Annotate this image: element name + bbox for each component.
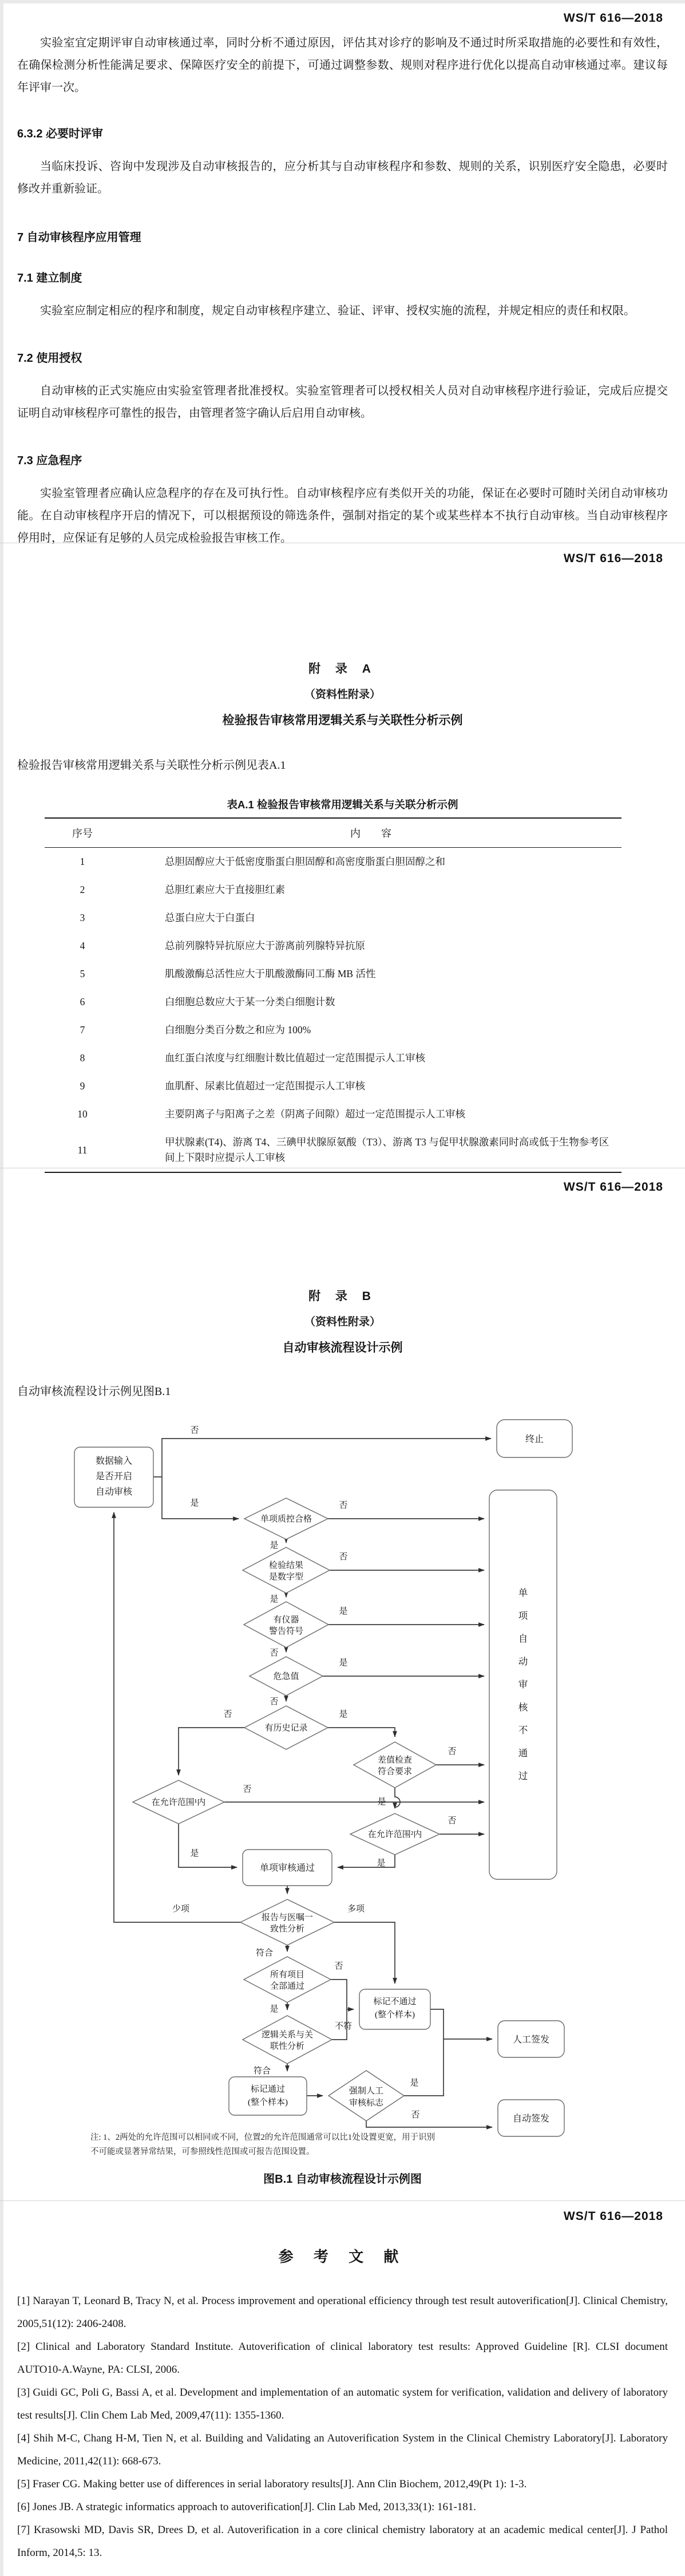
paragraph-7-3: 实验室管理者应确认应急程序的存在及可执行性。自动审核程序应有类似开关的功能，保证在必要时可随时关闭自动审核功能。在自动审核程序开启的情况下，可以根据预设的筛选条件，强制对指定的某个或某些样本不执行自动审核。当自动审核程序停用时，应保证有足够的人员完成检验报告审核工作。 xyxy=(17,487,668,544)
node-logic-diamond xyxy=(243,2016,332,2064)
row-content: 肌酸激酶总活性应大于肌酸激酶同工酶 MB 活性 xyxy=(165,968,376,979)
paragraph-7-1: 实验室应制定相应的程序和制度，规定自动审核程序建立、验证、评审、授权实施的流程，并规定相应的责任和权限。 xyxy=(40,305,635,317)
node-history-label: 有历史记录 xyxy=(264,1724,308,1733)
row-no: 3 xyxy=(80,912,85,923)
node-mark-fail-label: 标记不通过 xyxy=(373,1997,417,2006)
node-consistency-label: 致性分析 xyxy=(270,1925,305,1934)
edge-label-no: 否 xyxy=(339,1501,348,1510)
table-row xyxy=(45,876,621,904)
column-header-no: 序号 xyxy=(45,818,120,848)
node-mark-pass-box xyxy=(229,2077,307,2115)
column-header-content: 内 容 xyxy=(120,818,621,848)
table-row xyxy=(45,1128,621,1172)
edge-label-yes: 是 xyxy=(270,1595,279,1604)
edge-label-no: 否 xyxy=(270,1697,279,1706)
node-mark-pass-label: (整个样本) xyxy=(248,2098,288,2107)
node-consistency-label: 报告与医嘱一 xyxy=(261,1913,314,1922)
table-row xyxy=(45,904,621,932)
edge-label-yes: 是 xyxy=(270,2005,279,2014)
page-header-code: WS/T 616—2018 xyxy=(563,11,663,25)
flowchart-note-line1: 注: 1、2两处的允许范围可以相同或不同，位置2的允许范围通常可以比1处设置更宽，用于识别 xyxy=(90,2133,435,2142)
node-delta-diamond xyxy=(354,1742,436,1788)
heading-7-1: 7.1 建立制度 xyxy=(17,272,82,285)
appendix-b-title: 附 录 B xyxy=(308,1290,377,1303)
row-content: 甲状腺素(T4)、游离 T4、三碘甲状腺原氨酸（T3）、游离 T3 与促甲状腺激素同时高或低于生物参考区间上下限时应提示人工审核 xyxy=(120,1128,621,1172)
node-delta-label: 符合要求 xyxy=(377,1767,413,1776)
node-numeric-label: 是数字型 xyxy=(268,1573,304,1582)
reference-item: [1] Narayan T, Leonard B, Tracy N, et al. Process improvement and operational efficiency through test result autoverification[J]. Clinical Chemistry, 2005,51(12): 2406-2408. xyxy=(17,2295,668,2330)
node-allpass-label: 所有项目 xyxy=(270,1970,305,1980)
table-row xyxy=(45,960,621,988)
edge-markfail-out xyxy=(430,2009,444,2039)
node-critical-label: 危急值 xyxy=(273,1672,299,1681)
row-content: 白细胞总数应大于某一分类白细胞计数 xyxy=(165,996,335,1008)
node-force-label: 审核标志 xyxy=(349,2099,384,2108)
appendix-a-subtitle: （资料性附录） xyxy=(304,689,381,701)
edge-label-many: 多项 xyxy=(347,1905,365,1914)
page-header-code: WS/T 616—2018 xyxy=(563,552,663,565)
heading-7: 7 自动审核程序应用管理 xyxy=(17,231,141,244)
row-no: 2 xyxy=(80,884,85,895)
node-range2-label: 在允许范围²内 xyxy=(367,1830,422,1839)
edge-label-yes: 是 xyxy=(190,1499,199,1508)
row-no: 5 xyxy=(80,968,85,979)
node-pass-single-label: 单项审核通过 xyxy=(259,1863,315,1873)
node-start-label: 自动审核 xyxy=(95,1487,133,1497)
row-content: 总胆红素应大于直接胆红素 xyxy=(165,884,285,895)
edge-force-no xyxy=(366,2121,492,2127)
edge-history-yes xyxy=(328,1728,395,1737)
edge-label-yes: 是 xyxy=(339,1710,348,1719)
edge-start-no xyxy=(153,1439,491,1477)
edge-start-yes xyxy=(162,1477,239,1519)
reference-item: [3] Guidi GC, Poli G, Bassi A, et al. Development and implementation of an automatic system for verification, validation and delivery of laboratory test results[J]. Clin Chem Lab Med, 2009,47(11): 1355-1360. xyxy=(17,2387,668,2421)
figure-b1-caption: 图B.1 自动审核流程设计示例图 xyxy=(263,2173,422,2186)
row-no: 1 xyxy=(80,856,85,867)
node-single-fail-label: 单项自动审核不通过 xyxy=(518,1587,528,1781)
row-content: 总前列腺特异抗原应大于游离前列腺特异抗原 xyxy=(165,940,365,951)
row-no: 9 xyxy=(80,1080,85,1092)
paragraph-review-rate: 实验室宜定期评审自动审核通过率，同时分析不通过原因，评估其对诊疗的影响及不通过时所采取措施的必要性和有效性，在确保检测分析性能满足要求、保障医疗安全的前提下，可通过调整参数、规则对程序进行优化以提高自动审核通过率。建议每年评审一次。 xyxy=(17,37,668,94)
page1-body xyxy=(17,32,668,550)
node-range1-label: 在允许范围¹内 xyxy=(151,1798,206,1807)
table-row xyxy=(45,1100,621,1128)
edge-label-no: 否 xyxy=(190,1426,199,1435)
node-flag-label: 有仪器 xyxy=(273,1615,299,1625)
row-no: 4 xyxy=(80,940,85,951)
appendix-b-subtitle: （资料性附录） xyxy=(304,1316,381,1328)
flowchart-note-line2: 不可能或显著异常结果，可参照线性范围或可报告范围设置。 xyxy=(90,2147,315,2156)
node-consistency-diamond xyxy=(240,1899,334,1945)
node-numeric-label: 检验结果 xyxy=(268,1561,304,1570)
node-allpass-label: 全部通过 xyxy=(270,1982,305,1991)
heading-7-2: 7.2 使用授权 xyxy=(17,352,82,365)
edge-label-yes: 是 xyxy=(339,1658,348,1668)
edge-label-no: 否 xyxy=(270,1649,279,1658)
node-logic-label: 逻辑关系与关 xyxy=(261,2030,314,2040)
table-row xyxy=(45,1072,621,1100)
edge-label-yes: 是 xyxy=(377,1797,386,1807)
node-allpass-diamond xyxy=(244,1957,331,2002)
node-mark-pass-label: 标记通过 xyxy=(250,2085,286,2094)
edge-label-no: 否 xyxy=(243,1785,252,1794)
edge-label-yes: 是 xyxy=(339,1607,348,1616)
heading-6-3-2: 6.3.2 必要时评审 xyxy=(17,128,104,140)
node-manual-sign-label: 人工签发 xyxy=(512,2035,550,2045)
appendix-b-intro: 自动审核流程设计示例见图B.1 xyxy=(17,1385,171,1398)
flowchart-note xyxy=(90,2131,445,2159)
row-no: 11 xyxy=(45,1128,120,1172)
table-row xyxy=(45,848,621,876)
table-a1-caption: 表A.1 检验报告审核常用逻辑关系与关联分析示例 xyxy=(227,799,458,811)
node-terminate-label: 终止 xyxy=(525,1435,544,1444)
row-content: 主要阴离子与阳离子之差（阴离子间隙）超过一定范围提示人工审核 xyxy=(165,1108,465,1120)
row-content: 总蛋白应大于白蛋白 xyxy=(165,912,255,923)
row-content: 总胆固醇应大于低密度脂蛋白胆固醇和高密度脂蛋白胆固醇之和 xyxy=(165,856,445,867)
node-delta-label: 差值检查 xyxy=(377,1756,413,1765)
table-a1 xyxy=(45,817,621,1173)
references-title: 参 考 文 献 xyxy=(278,2248,407,2265)
page-header-code: WS/T 616—2018 xyxy=(563,1180,663,1194)
edge-consistency-few xyxy=(114,1512,240,1922)
table-row xyxy=(45,932,621,960)
paragraph-6-3-2: 当临床投诉、咨询中发现涉及自动审核报告的，应分析其与自动审核程序和参数、规则的关系，识别医疗安全隐患，必要时修改并重新验证。 xyxy=(17,160,668,195)
edge-label-no: 否 xyxy=(223,1710,232,1719)
page-header-code: WS/T 616—2018 xyxy=(563,2210,663,2223)
edge-label-few: 少项 xyxy=(172,1905,190,1914)
edge-range2-yes xyxy=(338,1855,395,1867)
flowchart-b1 xyxy=(0,1407,685,2146)
node-auto-sign-label: 自动签发 xyxy=(512,2114,550,2124)
edge-label-no: 否 xyxy=(334,1962,343,1971)
appendix-a-name: 检验报告审核常用逻辑关系与关联性分析示例 xyxy=(222,714,463,727)
edge-label-no: 否 xyxy=(448,1816,457,1826)
edge-range1-yes xyxy=(179,1824,237,1867)
table-row xyxy=(45,1044,621,1072)
edge-label-yes: 是 xyxy=(410,2079,419,2088)
row-content: 白细胞分类百分数之和应为 100% xyxy=(165,1024,311,1036)
row-content: 血肌酐、尿素比值超过一定范围提示人工审核 xyxy=(165,1080,365,1092)
reference-item: [4] Shih M-C, Chang H-M, Tien N, et al. Building and Validating an Autoverification System in the Clinical Chemistry Laboratory[J]. Laboratory Medicine, 2011,42(11): 668-673. xyxy=(17,2432,668,2467)
edge-label-no: 否 xyxy=(411,2111,420,2120)
reference-item: [6] Jones JB. A strategic informatics approach to autoverification[J]. Clin Lab Med, 2013,33(1): 161-181. xyxy=(17,2501,477,2513)
reference-item: [2] Clinical and Laboratory Standard Institute. Autoverification of clinical laboratory test results: Approved Guideline [R]. CLSI document AUTO10-A.Wayne, PA: CLSI, 2006. xyxy=(17,2341,668,2376)
node-start-label: 是否开启 xyxy=(95,1472,133,1481)
edge-delta-yes xyxy=(395,1788,400,1808)
references-list xyxy=(17,2290,668,2565)
node-force-label: 强制人工 xyxy=(349,2087,384,2096)
edge-label-yes: 是 xyxy=(190,1849,199,1858)
page-separator xyxy=(0,2200,685,2201)
row-no: 8 xyxy=(80,1052,85,1064)
edge-history-no xyxy=(179,1728,244,1775)
edge-label-notmeet: 不符 xyxy=(334,2022,353,2031)
edge-label-no: 否 xyxy=(339,1552,348,1562)
node-start-label: 数据输入 xyxy=(95,1456,133,1466)
edge-allpass-no xyxy=(331,1980,354,2009)
row-no: 7 xyxy=(80,1024,85,1036)
node-force-diamond xyxy=(328,2071,404,2121)
row-content: 血红蛋白浓度与红细胞计数比值超过一定范围提示人工审核 xyxy=(165,1052,425,1064)
edge-label-no: 否 xyxy=(448,1747,457,1756)
heading-7-3: 7.3 应急程序 xyxy=(17,455,82,467)
node-logic-label: 联性分析 xyxy=(270,2042,305,2051)
node-qc-label: 单项质控合格 xyxy=(260,1515,312,1524)
table-row xyxy=(45,988,621,1016)
edge-label-yes: 是 xyxy=(377,1859,386,1868)
table-row xyxy=(45,1016,621,1044)
edge-label-meet: 符合 xyxy=(253,2067,271,2076)
node-flag-label: 警告符号 xyxy=(268,1627,304,1636)
node-mark-fail-label: (整个样本) xyxy=(375,2010,415,2020)
table-header-row xyxy=(45,818,621,848)
reference-item: [5] Fraser CG. Making better use of differences in serial laboratory results[J]. Ann Clin Biochem, 2012,49(Pt 1): 1-3. xyxy=(17,2478,527,2490)
edge-label-meet: 符合 xyxy=(255,1949,274,1958)
node-numeric-diamond xyxy=(243,1547,330,1593)
paragraph-7-2: 自动审核的正式实施应由实验室管理者批准授权。实验室管理者可以授权相关人员对自动审核程序进行验证，完成后应提交证明自动审核程序可靠性的报告，由管理者签字确认后启用自动审核。 xyxy=(17,385,668,420)
node-mark-fail-box xyxy=(359,1989,430,2029)
edge-label-yes: 是 xyxy=(270,1541,279,1550)
reference-item: [7] Krasowski MD, Davis SR, Drees D, et al. Autoverification in a core clinical chemistry laboratory at an academic medical center[J]. J Pathol Inform, 2014,5: 13. xyxy=(17,2524,668,2559)
edge-consistency-many xyxy=(334,1922,395,1984)
node-flag-diamond xyxy=(244,1602,328,1647)
row-no: 6 xyxy=(80,996,85,1008)
appendix-a-intro: 检验报告审核常用逻辑关系与关联性分析示例见表A.1 xyxy=(17,759,286,772)
row-no: 10 xyxy=(77,1108,88,1120)
appendix-b-name: 自动审核流程设计示例 xyxy=(282,1341,403,1354)
appendix-a-title: 附 录 A xyxy=(308,662,377,675)
